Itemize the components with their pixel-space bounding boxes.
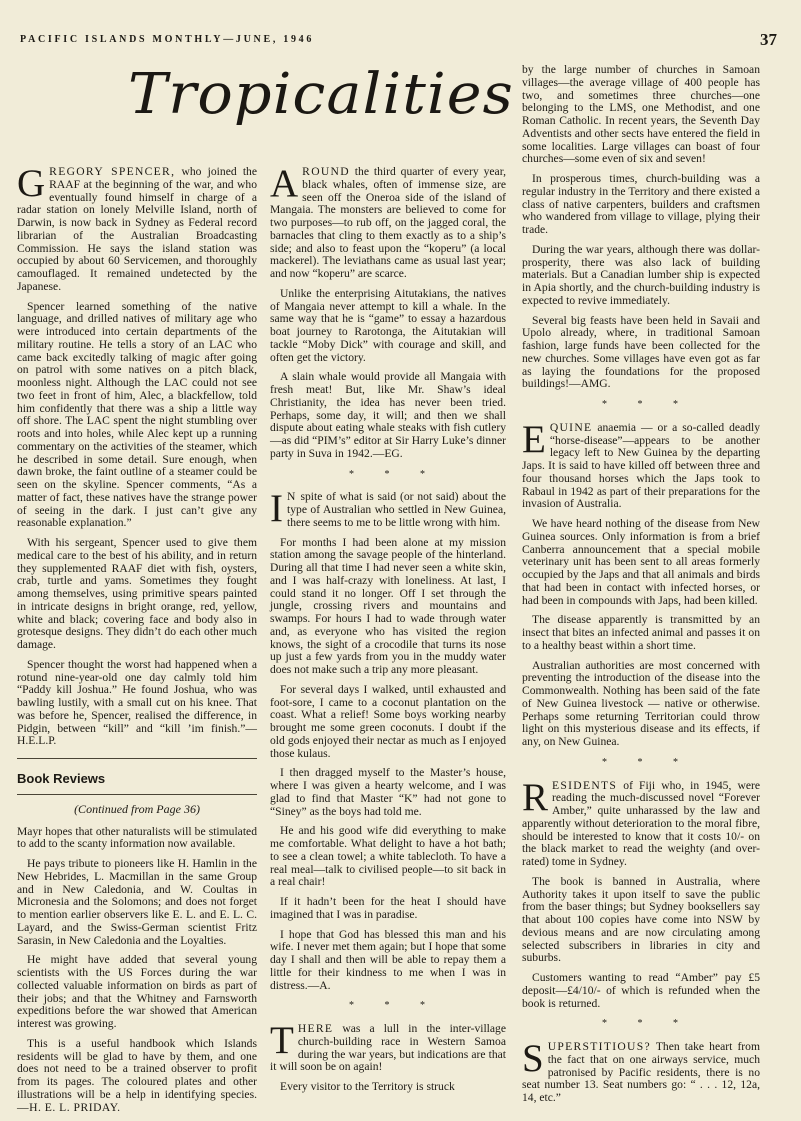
lead-caps: REGORY SPENCER, (49, 165, 176, 178)
signature: —H. E. L. PRIDAY. (17, 1100, 121, 1114)
paragraph: The disease apparently is transmitted by an insect that bites an infected animal and passes it on to a healthy beast within a short time. (522, 613, 760, 652)
paragraph: He and his good wife did everything to make me comfortable. What delight to have a hot bath; to see a clean towel; a white tablecloth. To have a real meal—talk to civilised people—to sit back in a real chair! (270, 824, 506, 889)
paragraph-text: This is a useful handbook which Islands residents will be glad to have by them, and one does not need to be a trained observer to profit from its pages. The coloured plates and other illustrations will be a help in identifying species. (17, 1036, 257, 1101)
paragraph: Spencer thought the worst had happened when a rotund nine-year-old one day calmly told him “Paddy kill Joshua.” He found Joshua, who was bawling lustily, with a small cut on his knee. That was before he, Spencer, realised the difference, in Pidgin, between “kill” and “kill ’im finish.”—H.E.L.P. (17, 657, 257, 748)
column-middle (270, 162, 506, 1101)
paragraph: Every visitor to the Territory is struck (280, 1080, 455, 1093)
paragraph: For months I had been alone at my mission station among the savage people of the hinterland. During all that time I had never seen a white skin, and I was half-crazy with loneliness. At last, I could stand it no longer. Off I set through the jungle, crossing rivers and mountains and swamps. For hours I had to wade through water and, as everyone who has visited the region knows, the sight of a crocodile that turns its nose up just a few yards from you in the muddy water does not make such a trip any more pleasant. (270, 535, 506, 676)
lead-caps: ROUND (302, 165, 350, 178)
paragraph-text: who joined the RAAF at the beginning of the war, and who eventually found himself in charge of a radar station on lonely Melville Island, north of Darwin, is now back in Sydney as Federal record librarian of the Australian Broadcasting Commission. He says the island station was occupied by about 60 Servicemen, and thoroughly camouflaged. It remained undetected by the Japanese. (17, 165, 257, 293)
column-left (17, 162, 257, 1121)
drop-cap: T (270, 1019, 294, 1062)
lead-caps: ESIDENTS (552, 778, 618, 792)
paragraph: The book is banned in Australia, where Authority takes it upon itself to save the public from the baser things; but Sydney booksellers say that about 100 copies have come into NSW by devious means and are now circulating among selected subscribers in libraries in city and suburbs. (522, 874, 760, 965)
paragraph-text: spite of what is said (or not said) about the type of Australian who settled in New Guinea, there seems to me to be little wrong with him. (287, 490, 506, 529)
paragraph: During the war years, although there was dollar-prosperity, there was also lack of building materials. But a Canadian lumber ship is expected in Apia shortly, and the church-building industry is expected to revive immediately. (522, 242, 760, 307)
section-separator: * * * (349, 468, 439, 480)
book-reviews-heading: Book Reviews (17, 771, 106, 786)
paragraph-text: was a lull in the inter-village church-building race in Western Samoa during the war years, but indications are that it will soon be on again! (270, 1022, 506, 1074)
section-separator: * * * (602, 399, 692, 410)
drop-cap: E (522, 417, 546, 461)
paragraph: Mayr hopes that other naturalists will be stimulated to add to the scanty information now available. (17, 824, 257, 851)
column-right (522, 64, 760, 1112)
drop-cap: A (270, 162, 299, 205)
section-divider (17, 794, 257, 795)
lead-caps: N (287, 490, 297, 504)
section-separator: * * * (349, 1000, 439, 1012)
paragraph: Australian authorities are most concerned with preventing the introduction of the disease into the Commonwealth. Nothing has been said of the fate of New Guinea livestock — native or otherwise. Perhaps some returning Territorian could throw light on this mysterious disease and its effects, if any, on New Guinea. (522, 658, 760, 748)
paragraph (270, 1019, 506, 1074)
paragraph: A slain whale would provide all Mangaia with fresh meat! But, like Mr. Shaw’s ideal Christianity, the idea has never been tried. Perhaps, some day, it will; and then we shall dispute about eating whale steaks with fish cutlery—as did “PIM’s” editor at Sir Harry Luke’s dinner party in Suva in 1942.—EG. (270, 370, 506, 460)
section-separator: * * * (602, 756, 692, 768)
paragraph (270, 487, 506, 531)
paragraph: by the large number of churches in Samoan villages—the average village of 400 people has two, and sometimes three churches—one belonging to the LMS, one Methodist, and one Roman Catholic. In recent years, the Seventh Day Adventists and other sects have entered the field in some localities. Large villages can boast of four churches—some even of six and seven! (522, 63, 760, 166)
paragraph (17, 1038, 257, 1115)
paragraph (270, 162, 506, 281)
paragraph (522, 775, 760, 869)
running-head: PACIFIC ISLANDS MONTHLY—JUNE, 1946 (20, 34, 315, 45)
section-separator: * * * (602, 1018, 692, 1030)
paragraph: We have heard nothing of the disease from New Guinea sources. Only information is from a brief Canberra announcement that a special mobile veterinary unit has been sent to all areas formerly occupied by the Japs and that all animals and birds that had been in contact with infected horses, or had been in compounds with Japs, had been killed. (522, 517, 760, 607)
paragraph-text: Then take heart from the fact that on one airways service, much patronised by Pacific residents, there is no seat number 13. Seat numbers go: “ . . . 12, 12a, 14, etc.” (522, 1040, 760, 1104)
paragraph (522, 417, 760, 511)
paragraph: Several big feasts have been held in Savaii and Upolo already, where, in traditional Samoan fashion, large funds have been collected for the new churches. Some villages have even got as far as laying the foundations for the proposed buildings!—AMG. (522, 313, 760, 391)
continued-note: (Continued from Page 36) (74, 801, 200, 816)
paragraph: For several days I walked, until exhausted and foot-sore, I came to a coconut plantation on the coast. What a relief! Some boys working nearby brought me some green coconuts. I doubt if the old gods enjoyed their nectar as much as I enjoyed those kulaus. (270, 682, 506, 760)
paragraph: With his sergeant, Spencer used to give them medical care to the best of his ability, and in return they supplemented RAAF diet with fish, oysters, crab, turtle and yams. Sometimes they fought among themselves, using primitive spears painted in intricate designs in bright orange, red, yellow, white and black; covering face and body also in grotesque designs. They didn’t do each other much damage. (17, 536, 257, 651)
lead-caps: QUINE (549, 420, 593, 434)
paragraph: Customers wanting to read “Amber” pay £5 deposit—£4/10/- of which is refunded when the book is returned. (522, 971, 760, 1010)
paragraph: He might have added that several young scientists with the US Forces during the war collected valuable information on birds as part of their jobs; and that the Whitney and Farnsworth expeditions before the war showed that American interest was growing. (17, 953, 257, 1030)
paragraph-text: the third quarter of every year, black whales, often of immense size, are seen off the Oneroa side of the island of Mangaia. The monsters are believed to come for two purposes—to rub off, on the jagged coral, the barnacles that cling to them exactly as to a ship’s side; and also to feast upon the “koperu” (a local mackerel). The leviathans came as usual last year; and now “koperu” are scarce. (270, 165, 506, 280)
paragraph: In prosperous times, church-building was a regular industry in the Territory and there existed a class of native carpenters, builders and craftsmen who wandered from village to village, plying their trade. (522, 172, 760, 236)
paragraph: He pays tribute to pioneers like H. Hamlin in the New Hebrides, L. Macmillan in the same Group and in New Caledonia, and W. Coultas in Micronesia and the Solomons; and does not forget to mention earlier observers like E. L. and E. L. C. Layard, and the Swiss-German scientist Fritz Sarasin, in New Caledonia and the Loyalties. (17, 857, 257, 947)
paragraph (522, 1037, 760, 1105)
paragraph: If it hadn’t been for the heat I should have imagined that I was in paradise. (270, 895, 506, 921)
lead-caps: HERE (297, 1022, 334, 1035)
paragraph-text: of Fiji who, in 1945, were reading the much-discussed novel “Forever Amber,” quite unharassed by the law and apparently without deterioration to the moral fibre, should be interested to know that it costs 10/- on the black market to read the weighty (and over-rated) tome in Sydney. (522, 778, 760, 868)
paragraph: Unlike the enterprising Aitutakians, the natives of Mangaia never attempt to kill a whale. In the same way that he is “game” to essay a hazardous boat journey to Rarotonga, the Aitutakian will tackle “Moby Dick” with courage and skill, and often get the victory. (270, 286, 506, 364)
paragraph: I then dragged myself to the Master’s house, where I was given a hearty welcome, and I was glad to find that Master “K” had not gone to “Siney” as the boys had told me. (270, 766, 506, 818)
page-title: Tropicalities (128, 62, 514, 127)
paragraph (17, 162, 257, 294)
drop-cap: S (522, 1037, 544, 1080)
page-number: 37 (760, 30, 777, 49)
section-divider (17, 758, 257, 759)
drop-cap: R (522, 775, 549, 819)
lead-caps: UPERSTITIOUS? (547, 1040, 651, 1053)
drop-cap: G (17, 162, 46, 205)
drop-cap: I (270, 487, 283, 531)
paragraph: Spencer learned something of the native language, and drilled natives of military age who were introduced into certain departments of the military routine. He tells a story of an LAC who came back excitedly talking of magic after going on patrol with some natives on a pitch black, moonless night. Although the LAC could not see two feet in front of him, Alec, a blackfellow, told him confidently that there was a ship a little way off shore. The LAC spent the night stumbling over roots and into holes, while Alec kept up a running commentary on the activities of the steamer, which he described in some detail. Sure enough, when dawn broke, the faint outline of a steamer could be seen on the skyline. Spencer comments, “As a matter of fact, these natives have the strange power of seeing in the dark. I just can’t give any reasonable explanation.” (17, 299, 257, 530)
paragraph: I hope that God has blessed this man and his wife. I never met them again; but I hope that some day I shall and then will be able to repay them a little for their kindness to me when I was in distress.—A. (270, 927, 506, 992)
paragraph-text: anaemia — or a so-called deadly “horse-disease”—appears to be another legacy left to New Guinea by the departing Japs. It is said to have killed off between three and four thousand horses which the Japs took to Rabaul in 1942 as part of their preparations for the invasion of Australia. (522, 420, 760, 511)
